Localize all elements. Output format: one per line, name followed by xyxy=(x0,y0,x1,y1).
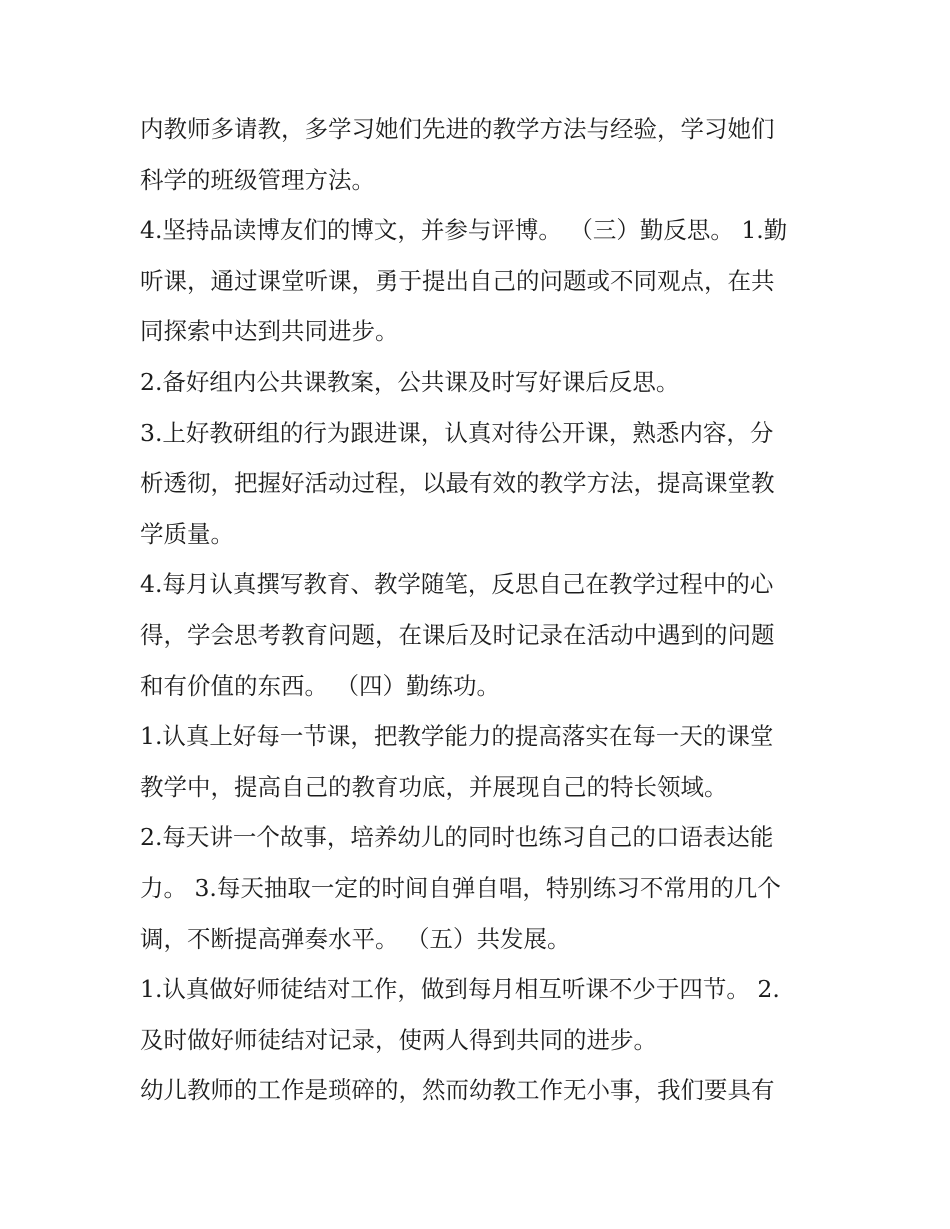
text-line: 1.认真上好每一节课，把教学能力的提高落实在每一天的课堂 xyxy=(140,722,774,751)
text-line: 教学中，提高自己的教育功底，并展现自己的特长领域。 xyxy=(140,772,728,801)
text-line: 科学的班级管理方法。 xyxy=(140,165,375,194)
text-line: 听课，通过课堂听课，勇于提出自己的问题或不同观点，在共 xyxy=(140,266,775,295)
text-line: 得，学会思考教育问题，在课后及时记录在活动中遇到的问题 xyxy=(140,620,775,649)
text-line: 2.备好组内公共课教案，公共课及时写好课后反思。 xyxy=(140,367,680,396)
text-line: 2.每天讲一个故事，培养幼儿的同时也练习自己的口语表达能 xyxy=(140,823,774,852)
text-line: 1.认真做好师徒结对工作，做到每月相互听课不少于四节。 2. xyxy=(140,975,780,1004)
text-line: 同探索中达到共同进步。 xyxy=(140,317,399,346)
text-line: 幼儿教师的工作是琐碎的，然而幼教工作无小事，我们要具有 xyxy=(140,1076,775,1105)
text-line: 和有价值的东西。 （四）勤练功。 xyxy=(140,671,500,700)
text-line: 4.坚持品读博友们的博文，并参与评博。 （三）勤反思。 1.勤 xyxy=(140,216,788,245)
document-body xyxy=(140,104,820,1116)
text-line: 内教师多请教，多学习她们先进的教学方法与经验，学习她们 xyxy=(140,115,775,143)
text-line: 3.上好教研组的行为跟进课，认真对待公开课，熟悉内容，分 xyxy=(140,418,774,447)
text-line: 学质量。 xyxy=(140,519,234,548)
text-line: 析透彻，把握好活动过程，以最有效的教学方法，提高课堂教 xyxy=(140,469,775,498)
text-line: 力。 3.每天抽取一定的时间自弹自唱，特别练习不常用的几个 xyxy=(140,873,781,902)
text-line: 及时做好师徒结对记录，使两人得到共同的进步。 xyxy=(140,1025,657,1054)
text-line: 4.每月认真撰写教育、教学随笔，反思自己在教学过程中的心 xyxy=(140,570,774,599)
text-line: 调，不断提高弹奏水平。 （五）共发展。 xyxy=(140,924,571,953)
